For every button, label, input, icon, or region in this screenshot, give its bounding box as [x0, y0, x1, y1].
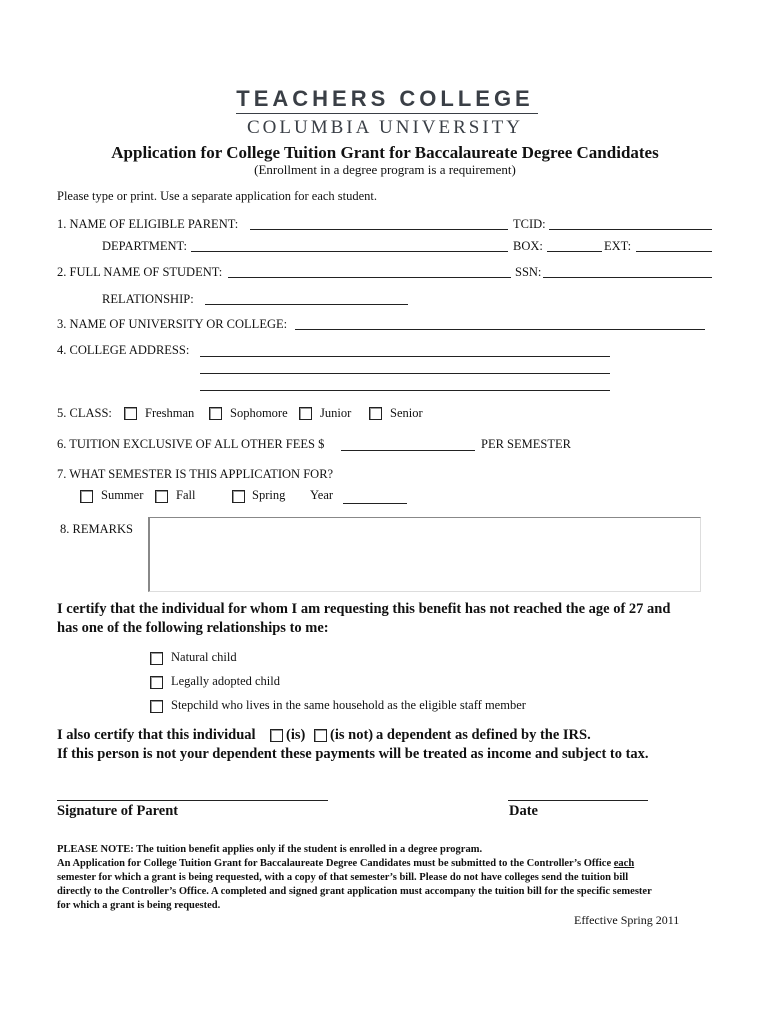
- certify-text-line-2: has one of the following relationships to me:: [57, 620, 329, 636]
- junior-checkbox[interactable]: [299, 407, 312, 420]
- department-label: DEPARTMENT:: [102, 239, 187, 253]
- note-line-3: semester for which a grant is being requested, with a copy of that semester’s bill. Please do not have colleges send the tuition bill: [57, 872, 629, 883]
- senior-label: Senior: [390, 406, 423, 420]
- parent-name-field[interactable]: [250, 229, 508, 230]
- date-field[interactable]: [508, 800, 648, 801]
- relationship-field[interactable]: [205, 304, 408, 305]
- summer-checkbox[interactable]: [80, 490, 93, 503]
- tax-notice: If this person is not your dependent these payments will be treated as income and subject to tax.: [57, 746, 649, 762]
- tuition-amount-field[interactable]: [341, 450, 475, 451]
- is-dependent-checkbox[interactable]: [270, 729, 283, 742]
- sophomore-checkbox[interactable]: [209, 407, 222, 420]
- dependent-text-prefix: I also certify that this individual: [57, 727, 256, 743]
- spring-checkbox[interactable]: [232, 490, 245, 503]
- university-field[interactable]: [295, 329, 705, 330]
- tcid-field[interactable]: [549, 229, 712, 230]
- student-name-label: 2. FULL NAME OF STUDENT:: [57, 265, 223, 279]
- stepchild-label: Stepchild who lives in the same household as the eligible staff member: [171, 698, 526, 712]
- relationship-label: RELATIONSHIP:: [102, 292, 194, 306]
- dependent-text-suffix: a dependent as defined by the IRS.: [376, 727, 591, 743]
- per-semester-label: PER SEMESTER: [481, 437, 571, 451]
- note-line-4: directly to the Controller’s Office. A completed and signed grant application must accompany the tuition bill for the specific semester: [57, 886, 652, 897]
- year-field[interactable]: [343, 503, 407, 504]
- parent-signature-field[interactable]: [57, 800, 328, 801]
- adopted-child-label: Legally adopted child: [171, 674, 280, 688]
- summer-label: Summer: [101, 488, 144, 502]
- adopted-child-checkbox[interactable]: [150, 676, 163, 689]
- note-each-underlined: each: [613, 858, 635, 869]
- box-field[interactable]: [547, 251, 602, 252]
- natural-child-label: Natural child: [171, 650, 237, 664]
- semester-question: 7. WHAT SEMESTER IS THIS APPLICATION FOR?: [57, 467, 334, 481]
- note-line-5: for which a grant is being requested.: [57, 900, 221, 911]
- remarks-textarea[interactable]: [148, 517, 701, 592]
- is-not-dependent-checkbox[interactable]: [314, 729, 327, 742]
- address-line-2[interactable]: [200, 373, 610, 374]
- is-not-label: (is not): [330, 727, 374, 743]
- signature-label: Signature of Parent: [57, 803, 179, 819]
- columbia-university-logo-text: COLUMBIA UNIVERSITY: [246, 117, 524, 138]
- note-line-2-text: An Application for College Tuition Grant for Baccalaureate Degree Candidates must be submitted to the Controller’s Office: [57, 858, 614, 869]
- box-label: BOX:: [513, 239, 543, 253]
- college-address-label: 4. COLLEGE ADDRESS:: [57, 343, 190, 357]
- stepchild-checkbox[interactable]: [150, 700, 163, 713]
- parent-name-label: 1. NAME OF ELIGIBLE PARENT:: [57, 217, 239, 231]
- note-line-2: [57, 857, 634, 871]
- freshman-label: Freshman: [145, 406, 195, 420]
- form-subtitle: (Enrollment in a degree program is a requirement): [254, 162, 516, 177]
- class-label: 5. CLASS:: [57, 406, 112, 420]
- natural-child-checkbox[interactable]: [150, 652, 163, 665]
- instruction-text: Please type or print. Use a separate application for each student.: [57, 189, 378, 203]
- address-line-3[interactable]: [200, 390, 610, 391]
- ssn-field[interactable]: [543, 277, 712, 278]
- department-field[interactable]: [191, 251, 508, 252]
- student-name-field[interactable]: [228, 277, 511, 278]
- fall-checkbox[interactable]: [155, 490, 168, 503]
- senior-checkbox[interactable]: [369, 407, 382, 420]
- address-line-1[interactable]: [200, 356, 610, 357]
- freshman-checkbox[interactable]: [124, 407, 137, 420]
- university-label: 3. NAME OF UNIVERSITY OR COLLEGE:: [57, 317, 288, 331]
- ext-field[interactable]: [636, 251, 712, 252]
- spring-label: Spring: [252, 488, 286, 502]
- junior-label: Junior: [320, 406, 352, 420]
- ssn-label: SSN:: [515, 265, 542, 279]
- note-line-1: PLEASE NOTE: The tuition benefit applies only if the student is enrolled in a degree program.: [57, 844, 483, 855]
- logo-divider: [236, 113, 538, 114]
- certify-text-line-1: I certify that the individual for whom I am requesting this benefit has not reached the age of 27 and: [57, 601, 671, 617]
- year-label: Year: [310, 488, 334, 502]
- date-label: Date: [509, 803, 538, 819]
- sophomore-label: Sophomore: [230, 406, 288, 420]
- fall-label: Fall: [176, 488, 196, 502]
- teachers-college-logo-text: TEACHERS COLLEGE: [236, 86, 534, 111]
- effective-date: Effective Spring 2011: [574, 913, 680, 927]
- is-label: (is): [286, 727, 306, 743]
- form-title: Application for College Tuition Grant for Baccalaureate Degree Candidates: [111, 143, 659, 162]
- tuition-label: 6. TUITION EXCLUSIVE OF ALL OTHER FEES $: [57, 437, 325, 451]
- ext-label: EXT:: [604, 239, 632, 253]
- remarks-label: 8. REMARKS: [60, 522, 133, 536]
- tcid-label: TCID:: [513, 217, 546, 231]
